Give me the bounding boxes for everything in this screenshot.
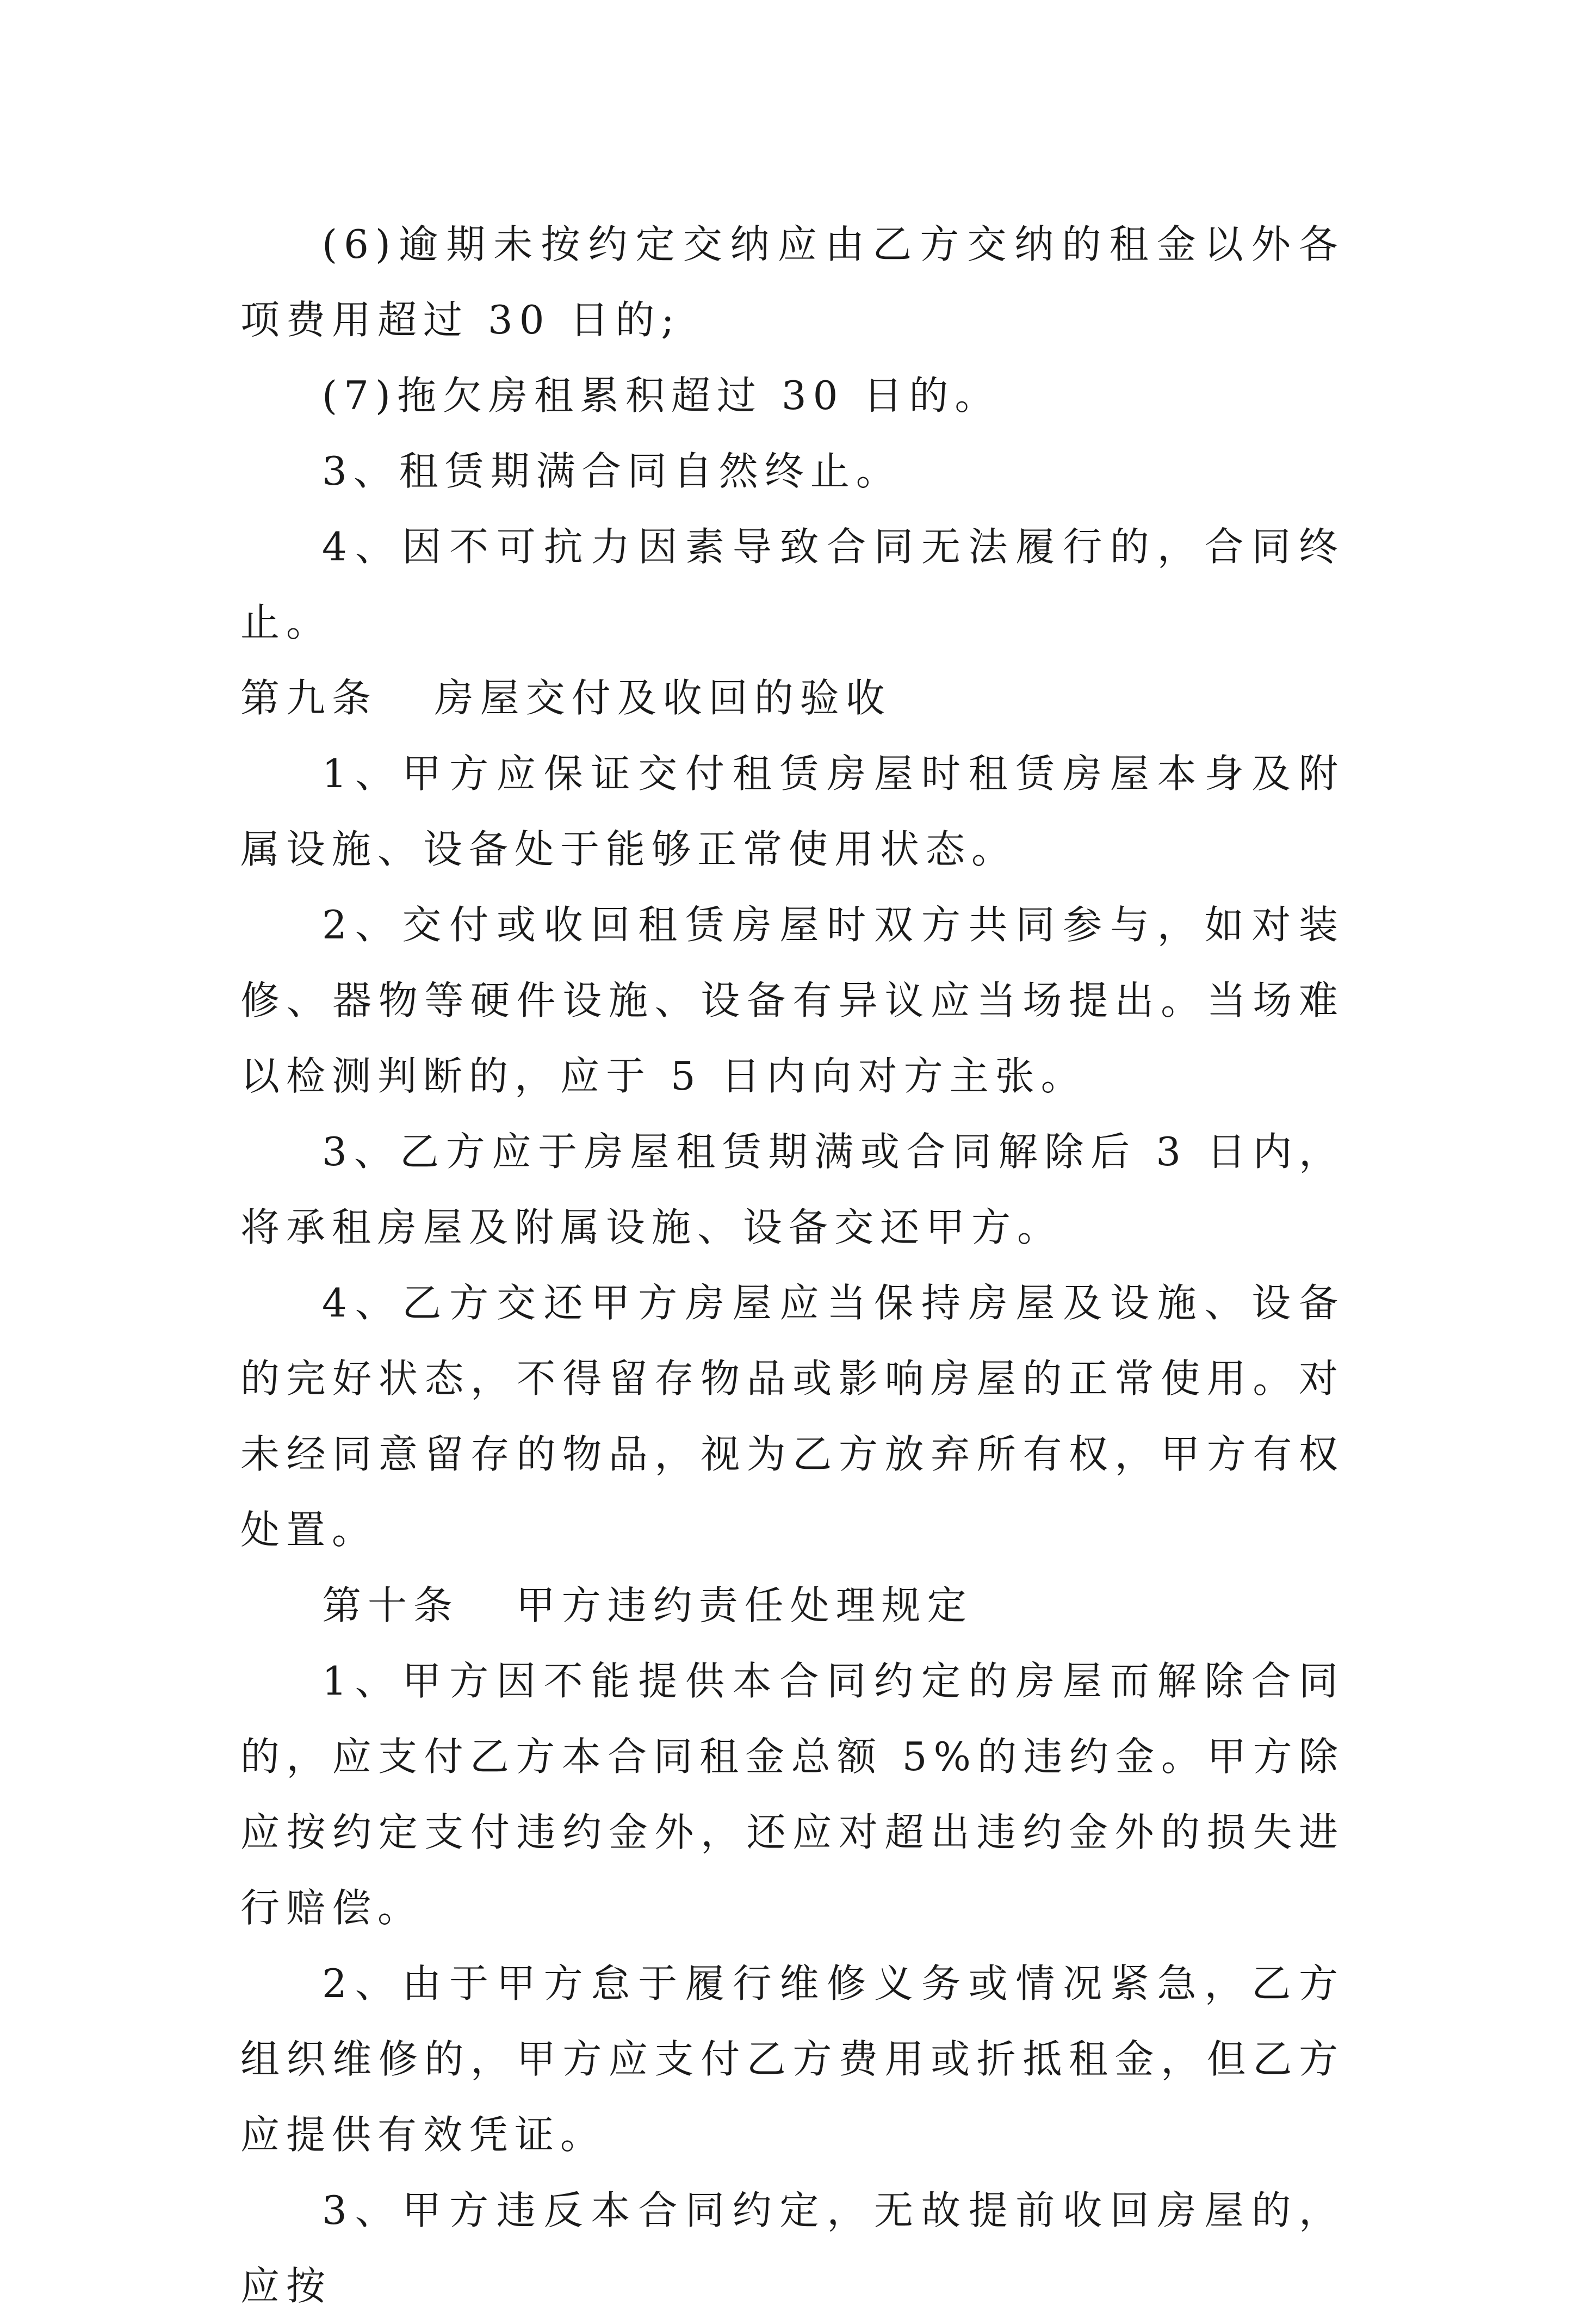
paragraph-lease-expiry: 3、租赁期满合同自然终止。 [322,448,902,494]
paragraph-clause-6: (6)逾期未按约定交纳应由乙方交纳的租金以外各项费用超过 30 日的; [240,221,1344,343]
heading-article-9: 第九条 房屋交付及收回的验收 [240,675,891,721]
paragraph-article-10-item-3: 3、甲方违反本合同约定，无故提前收回房屋的，应按 [240,2187,1344,2309]
paragraph-force-majeure: 4、因不可抗力因素导致合同无法履行的，合同终止。 [240,524,1344,645]
paragraph-article-9-item-2: 2、交付或收回租赁房屋时双方共同参与，如对装修、器物等硬件设施、设备有异议应当场提出。当场难以检测判断的，应于 5 日内向对方主张。 [240,902,1344,1099]
paragraph-article-9-item-1: 1、甲方应保证交付租赁房屋时租赁房屋本身及附属设施、设备处于能够正常使用状态。 [240,751,1344,872]
paragraph-article-9-item-3: 3、乙方应于房屋租赁期满或合同解除后 3 日内，将承租房屋及附属设施、设备交还甲方。 [240,1129,1344,1250]
document-body [240,207,1344,2324]
paragraph-article-10-item-2: 2、由于甲方怠于履行维修义务或情况紧急，乙方组织维修的，甲方应支付乙方费用或折抵租金，但乙方应提供有效凭证。 [240,1961,1344,2158]
paragraph-article-9-item-4: 4、乙方交还甲方房屋应当保持房屋及设施、设备的完好状态，不得留存物品或影响房屋的正常使用。对未经同意留存的物品，视为乙方放弃所有权，甲方有权处置。 [240,1280,1344,1553]
paragraph-clause-7: (7)拖欠房租累积超过 30 日的。 [322,373,1001,418]
paragraph-article-10-item-1: 1、甲方因不能提供本合同约定的房屋而解除合同的，应支付乙方本合同租金总额 5%的违约金。甲方除应按约定支付违约金外，还应对超出违约金外的损失进行赔偿。 [240,1658,1344,1931]
heading-article-10: 第十条 甲方违约责任处理规定 [322,1583,973,1628]
